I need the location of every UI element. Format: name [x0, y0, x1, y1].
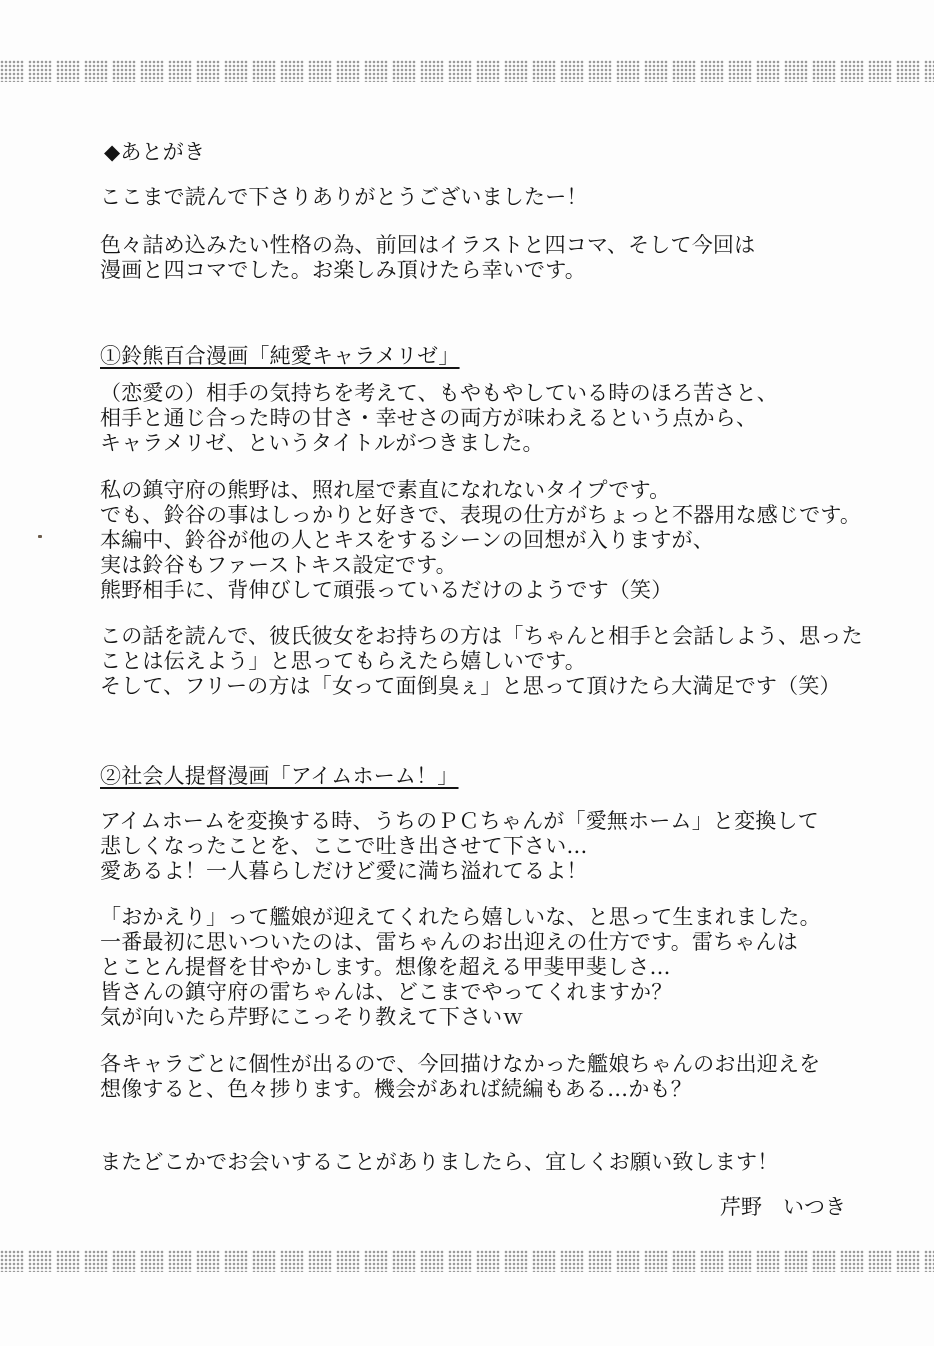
border-segment-gap	[724, 60, 728, 82]
section2-line: とことん提督を甘やかします。想像を超える甲斐甲斐しさ…	[100, 955, 671, 979]
border-segment-gap	[864, 60, 868, 82]
section2-line: 愛あるよ！一人暮らしだけど愛に満ち溢れてるよ！	[100, 859, 588, 883]
border-segment-gap	[780, 60, 784, 82]
bottom-dotted-border	[0, 1250, 934, 1272]
border-segment-gap	[248, 1250, 252, 1272]
section1-line: この話を読んで、彼氏彼女をお持ちの方は「ちゃんと相手と会話しよう、思った	[100, 624, 863, 648]
border-segment-gap	[108, 1250, 112, 1272]
border-segment-gap	[360, 60, 364, 82]
section2-heading: ②社会人提督漫画「アイムホーム！」	[100, 764, 459, 788]
section2-line: 悲しくなったことを、ここで吐き出させて下さい…	[100, 834, 588, 858]
border-segment-gap	[752, 1250, 756, 1272]
border-segment-gap	[416, 1250, 420, 1272]
border-segment-gap	[640, 1250, 644, 1272]
border-segment-gap	[612, 60, 616, 82]
border-segment-gap	[220, 1250, 224, 1272]
border-segment-gap	[52, 1250, 56, 1272]
border-segment-gap	[136, 1250, 140, 1272]
border-segment-gap	[276, 1250, 280, 1272]
border-segment-gap	[192, 60, 196, 82]
border-segment-gap	[612, 1250, 616, 1272]
border-segment-gap	[696, 60, 700, 82]
border-segment-gap	[80, 1250, 84, 1272]
border-segment-gap	[668, 1250, 672, 1272]
border-segment-gap	[220, 60, 224, 82]
section1-line: キャラメリゼ、というタイトルがつきました。	[100, 431, 544, 455]
border-segment-gap	[920, 1250, 924, 1272]
section2-line: 皆さんの鎮守府の雷ちゃんは、どこまでやってくれますか？	[100, 980, 673, 1004]
border-segment-gap	[472, 1250, 476, 1272]
border-segment-gap	[808, 1250, 812, 1272]
border-segment-gap	[164, 1250, 168, 1272]
border-segment-gap	[472, 60, 476, 82]
border-segment-gap	[864, 1250, 868, 1272]
border-segment-gap	[332, 1250, 336, 1272]
intro-line: 色々詰め込みたい性格の為、前回はイラストと四コマ、そして今回は	[100, 233, 756, 257]
intro-line: ここまで読んで下さりありがとうございましたー！	[100, 185, 588, 209]
section1-line: 相手と通じ合った時の甘さ・幸せさの両方が味わえるという点から、	[100, 406, 758, 430]
border-segment-gap	[752, 60, 756, 82]
paper-speck	[38, 535, 42, 538]
section1-line: でも、鈴谷の事はしっかりと好きで、表現の仕方がちょっと不器用な感じです。	[100, 503, 862, 527]
border-segment-gap	[500, 60, 504, 82]
section1-line: 実は鈴谷もファーストキス設定です。	[100, 553, 457, 577]
border-segment-gap	[836, 1250, 840, 1272]
border-segment-gap	[892, 60, 896, 82]
border-segment-gap	[332, 60, 336, 82]
section1-line: （恋愛の）相手の気持ちを考えて、もやもやしている時のほろ苦さと、	[100, 381, 778, 405]
section1-heading: ①鈴熊百合漫画「純愛キャラメリゼ」	[100, 344, 460, 368]
border-segment-gap	[892, 1250, 896, 1272]
top-dotted-border	[0, 60, 934, 82]
border-segment-gap	[500, 1250, 504, 1272]
section1-line: 熊野相手に、背伸びして頑張っているだけのようです（笑）	[100, 578, 673, 602]
border-segment-gap	[276, 60, 280, 82]
border-segment-gap	[164, 60, 168, 82]
border-segment-gap	[668, 60, 672, 82]
border-segment-gap	[724, 1250, 728, 1272]
closing-line: またどこかでお会いすることがありましたら、宜しくお願い致します！	[100, 1150, 779, 1174]
border-segment-gap	[24, 1250, 28, 1272]
section2-line: 「おかえり」って艦娘が迎えてくれたら嬉しいな、と思って生まれました。	[100, 905, 821, 929]
border-segment-gap	[24, 60, 28, 82]
border-segment-gap	[444, 60, 448, 82]
border-segment-gap	[528, 60, 532, 82]
border-segment-gap	[444, 1250, 448, 1272]
intro-line: 漫画と四コマでした。お楽しみ頂けたら幸いです。	[100, 258, 586, 282]
border-segment-gap	[248, 60, 252, 82]
border-segment-gap	[80, 60, 84, 82]
section1-line: 本編中、鈴谷が他の人とキスをするシーンの回想が入りますが、	[100, 528, 714, 552]
afterword-title: ◆あとがき	[104, 140, 206, 164]
border-segment-gap	[556, 1250, 560, 1272]
border-segment-gap	[360, 1250, 364, 1272]
border-segment-gap	[52, 60, 56, 82]
border-segment-gap	[528, 1250, 532, 1272]
border-segment-gap	[780, 1250, 784, 1272]
border-segment-gap	[304, 1250, 308, 1272]
border-segment-gap	[584, 60, 588, 82]
border-segment-gap	[920, 60, 924, 82]
border-segment-gap	[836, 60, 840, 82]
section2-line: アイムホームを変換する時、うちのＰＣちゃんが「愛無ホーム」と変換して	[100, 809, 819, 833]
border-segment-gap	[108, 60, 112, 82]
border-segment-gap	[808, 60, 812, 82]
border-segment-gap	[556, 60, 560, 82]
border-segment-gap	[136, 60, 140, 82]
border-segment-gap	[304, 60, 308, 82]
border-segment-gap	[416, 60, 420, 82]
border-segment-gap	[584, 1250, 588, 1272]
author-signature: 芹野 いつき	[720, 1195, 846, 1219]
border-segment-gap	[192, 1250, 196, 1272]
section2-line: 一番最初に思いついたのは、雷ちゃんのお出迎えの仕方です。雷ちゃんは	[100, 930, 798, 954]
border-segment-gap	[640, 60, 644, 82]
border-segment-gap	[388, 60, 392, 82]
border-segment-gap	[388, 1250, 392, 1272]
section2-line: 各キャラごとに個性が出るので、今回描けなかった艦娘ちゃんのお出迎えを	[100, 1052, 821, 1076]
section1-line: ことは伝えよう」と思ってもらえたら嬉しいです。	[100, 649, 586, 673]
section2-line: 想像すると、色々捗ります。機会があれば続編もある…かも？	[100, 1077, 692, 1101]
border-segment-gap	[696, 1250, 700, 1272]
section1-line: 私の鎮守府の熊野は、照れ屋で素直になれないタイプです。	[100, 478, 671, 502]
section1-line: そして、フリーの方は「女って面倒臭ぇ」と思って頂けたら大満足です（笑）	[100, 674, 841, 698]
section2-line: 気が向いたら芹野にこっそり教えて下さいｗ	[100, 1005, 524, 1029]
